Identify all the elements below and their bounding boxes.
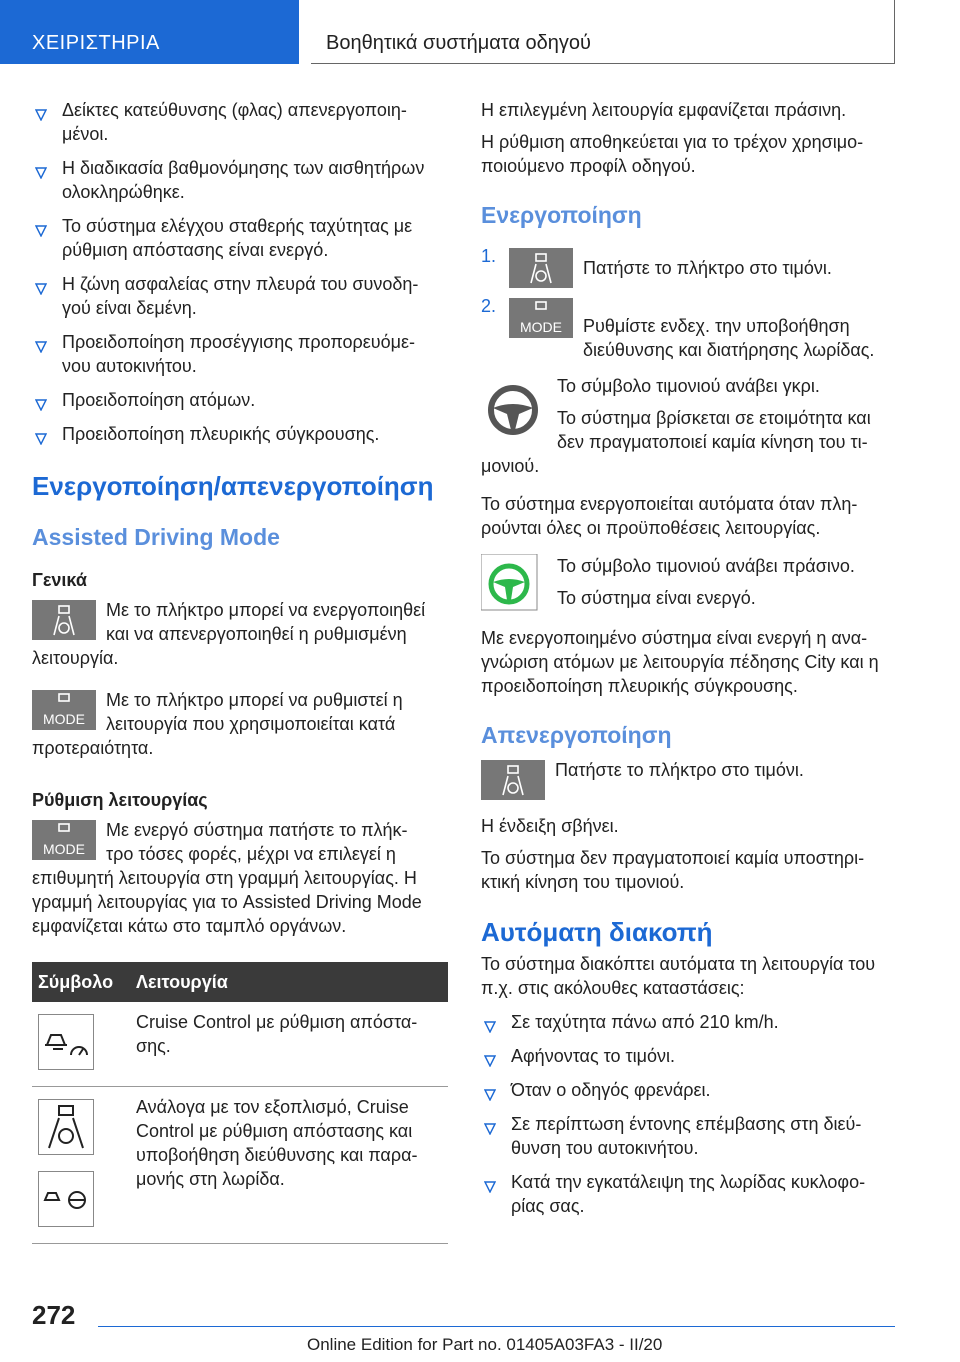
triangle-bullet-icon — [484, 1049, 496, 1061]
chapter-header — [311, 0, 895, 64]
step-number: 1. — [481, 246, 497, 266]
general-paragraph-1: Με το πλήκτρο μπορεί να ενεργοποιηθεί και να απενεργοποιηθεί η ρυθμισμένη λειτουργία. — [32, 600, 426, 668]
assist-button-image — [481, 760, 545, 800]
mode-label: MODE — [520, 319, 562, 335]
right-column — [481, 98, 897, 1228]
triangle-bullet-icon — [35, 335, 47, 347]
mode-label: MODE — [43, 841, 85, 857]
mode-label: MODE — [43, 711, 85, 727]
triangle-bullet-icon — [484, 1117, 496, 1129]
paragraph-press-button: Πατήστε το πλήκτρο στο τιμόνι. — [555, 760, 804, 780]
triangle-bullet-icon — [35, 103, 47, 115]
steering-wheel-grey-icon — [481, 374, 549, 436]
table-header-function: Λειτουργία — [130, 962, 448, 1002]
list-item-text: Προειδοποίηση πλευρικής σύγκρουσης. — [62, 424, 380, 444]
symbol-table — [32, 962, 448, 1244]
mode-button-image — [32, 820, 96, 860]
table-cell-function: Cruise Control με ρύθμιση απόστα- σης. — [130, 1002, 448, 1087]
paragraph-green-symbol: Το σύμβολο τιμονιού ανάβει πράσινο. — [557, 556, 855, 576]
assist-button-image — [509, 248, 573, 288]
list-item-text: Σε περίπτωση έντονης επέμβασης στη διεύ- θυνση του αυτοκινήτου. — [511, 1114, 862, 1158]
list-item-text: Αφήνοντας το τιμόνι. — [511, 1046, 675, 1066]
list-item — [32, 156, 450, 204]
paragraph-selected-green: Η επιλεγμένη λειτουργία εμφανίζεται πράσινη. — [481, 100, 847, 120]
list-item — [32, 98, 450, 146]
list-item — [32, 272, 450, 320]
paragraph-auto-activation: Το σύστημα ενεργοποιείται αυτόματα όταν πλη- ρούνται όλες οι προϋποθέσεις λειτουργίας. — [481, 494, 858, 538]
triangle-bullet-icon — [35, 161, 47, 173]
mode-button-image — [32, 690, 96, 730]
section-tab — [0, 0, 299, 64]
list-item-text: Η ζώνη ασφαλείας στην πλευρά του συνοδη- γού είναι δεμένη. — [62, 274, 419, 318]
triangle-bullet-icon — [35, 427, 47, 439]
mode-button-image — [509, 298, 573, 338]
paragraph-no-support: Το σύστημα δεν πραγματοποιεί καμία υποστηρι- κτική κίνηση του τιμονιού. — [481, 848, 865, 892]
list-item-text: Προειδοποίηση προσέγγισης προπορευόμε- νου αυτοκινήτου. — [62, 332, 416, 376]
chapter-title: Βοηθητικά συστήματα οδηγού — [326, 32, 591, 54]
footer-divider — [98, 1326, 895, 1327]
list-item — [32, 422, 450, 446]
footer-edition: Online Edition for Part no. 01405A03FA3 - II/20 — [307, 1335, 663, 1354]
bullet-list — [481, 1010, 897, 1218]
cruise-distance-icon — [38, 1014, 94, 1070]
left-column — [32, 98, 450, 1244]
triangle-bullet-icon — [35, 219, 47, 231]
list-item-text: Προειδοποίηση ατόμων. — [62, 390, 256, 410]
heading-activate-deactivate: Ενεργοποίηση/απενεργοποίηση — [32, 471, 434, 501]
triangle-bullet-icon — [35, 393, 47, 405]
paragraph-auto-interrupt: Το σύστημα διακόπτει αυτόματα τη λειτουργία του π.χ. στις ακόλουθες καταστάσεις: — [481, 954, 876, 998]
section-title: ΧΕΙΡΙΣΤΗΡΙΑ — [32, 32, 160, 54]
cruise-steering-icon — [38, 1171, 94, 1227]
list-item — [481, 1112, 897, 1160]
table-cell-function: Ανάλογα με τον εξοπλισμό, Cruise Control με ρύθμιση απόστασης και υποβοήθηση διεύθυνσης και παρα- μονής στη λωρίδα. — [130, 1087, 448, 1244]
list-item-text: Όταν ο οδηγός φρενάρει. — [511, 1080, 711, 1100]
paragraph-active-features: Με ενεργοποιημένο σύστημα είναι ενεργή η ανα- γνώριση ατόμων με λειτουργία πέδησης City και η προειδοποίηση πλευρικής σύγκρουσης. — [481, 628, 879, 696]
step-number: 2. — [481, 296, 497, 316]
heading-deactivation: Απενεργοποίηση — [481, 722, 672, 748]
list-item-text: Η διαδικασία βαθμονόμησης των αισθητήρων ολοκληρώθηκε. — [62, 158, 425, 202]
list-item — [32, 214, 450, 262]
table-row — [32, 1002, 448, 1087]
list-item — [481, 1044, 897, 1068]
list-item-text: Το σύστημα ελέγχου σταθερής ταχύτητας με ρύθμιση απόστασης είναι ενεργό. — [62, 216, 413, 260]
list-item-text: Δείκτες κατεύθυνσης (φλας) απενεργοποιη- μένοι. — [62, 100, 407, 144]
page-number: 272 — [32, 1300, 76, 1330]
list-item-text: Κατά την εγκατάλειψη της λωρίδας κυκλοφο- ρίας σας. — [511, 1172, 866, 1216]
step-text: Ρυθμίστε ενδεχ. την υποβοήθηση διεύθυνσης και διατήρησης λωρίδας. — [583, 316, 875, 360]
heading-general: Γενικά — [32, 570, 87, 590]
triangle-bullet-icon — [484, 1175, 496, 1187]
steering-wheel-green-icon — [481, 554, 549, 616]
paragraph-profile-saved: Η ρύθμιση αποθηκεύεται για το τρέχον χρησιμο- ποιούμενο προφίλ οδηγού. — [481, 132, 864, 176]
assist-button-image — [32, 600, 96, 640]
table-row — [32, 1087, 448, 1244]
step-1 — [481, 246, 897, 292]
list-item — [32, 330, 450, 378]
list-item — [481, 1010, 897, 1034]
list-item-text: Σε ταχύτητα πάνω από 210 km/h. — [511, 1012, 779, 1032]
heading-auto-interrupt: Αυτόματη διακοπή — [481, 917, 713, 947]
list-item — [481, 1170, 897, 1218]
triangle-bullet-icon — [35, 277, 47, 289]
paragraph-standby: Το σύστημα βρίσκεται σε ετοιμότητα και δεν πραγματοποιεί καμία κίνηση του τι- μονιού. — [481, 408, 871, 476]
list-item — [481, 1078, 897, 1102]
general-paragraph-2: Με το πλήκτρο μπορεί να ρυθμιστεί η λειτουργία που χρησιμοποιείται κατά προτεραιότητα. — [32, 690, 403, 758]
heading-activation: Ενεργοποίηση — [481, 202, 642, 228]
steering-assist-icon — [38, 1099, 94, 1155]
list-item — [32, 388, 450, 412]
step-text: Πατήστε το πλήκτρο στο τιμόνι. — [583, 258, 832, 278]
bullet-list — [32, 98, 450, 446]
heading-assisted-driving-mode: Assisted Driving Mode — [32, 524, 280, 550]
heading-mode-setting: Ρύθμιση λειτουργίας — [32, 790, 208, 810]
paragraph-grey-symbol: Το σύμβολο τιμονιού ανάβει γκρι. — [557, 376, 820, 396]
paragraph-system-active: Το σύστημα είναι ενεργό. — [557, 588, 756, 608]
table-header-symbol: Σύμβολο — [32, 962, 130, 1002]
paragraph-indicator-off: Η ένδειξη σβήνει. — [481, 816, 619, 836]
triangle-bullet-icon — [484, 1083, 496, 1095]
triangle-bullet-icon — [484, 1015, 496, 1027]
step-2 — [481, 296, 897, 362]
setting-paragraph: Με ενεργό σύστημα πατήστε το πλήκ- τρο τόσες φορές, μέχρι να επιλεγεί η επιθυμητή λειτουργία στη γραμμή λειτουργίας. Η γραμμή λειτουργίας για το Assisted Driving Mode εμφανίζεται κάτω στο ταμπλό οργάνων. — [32, 820, 422, 936]
